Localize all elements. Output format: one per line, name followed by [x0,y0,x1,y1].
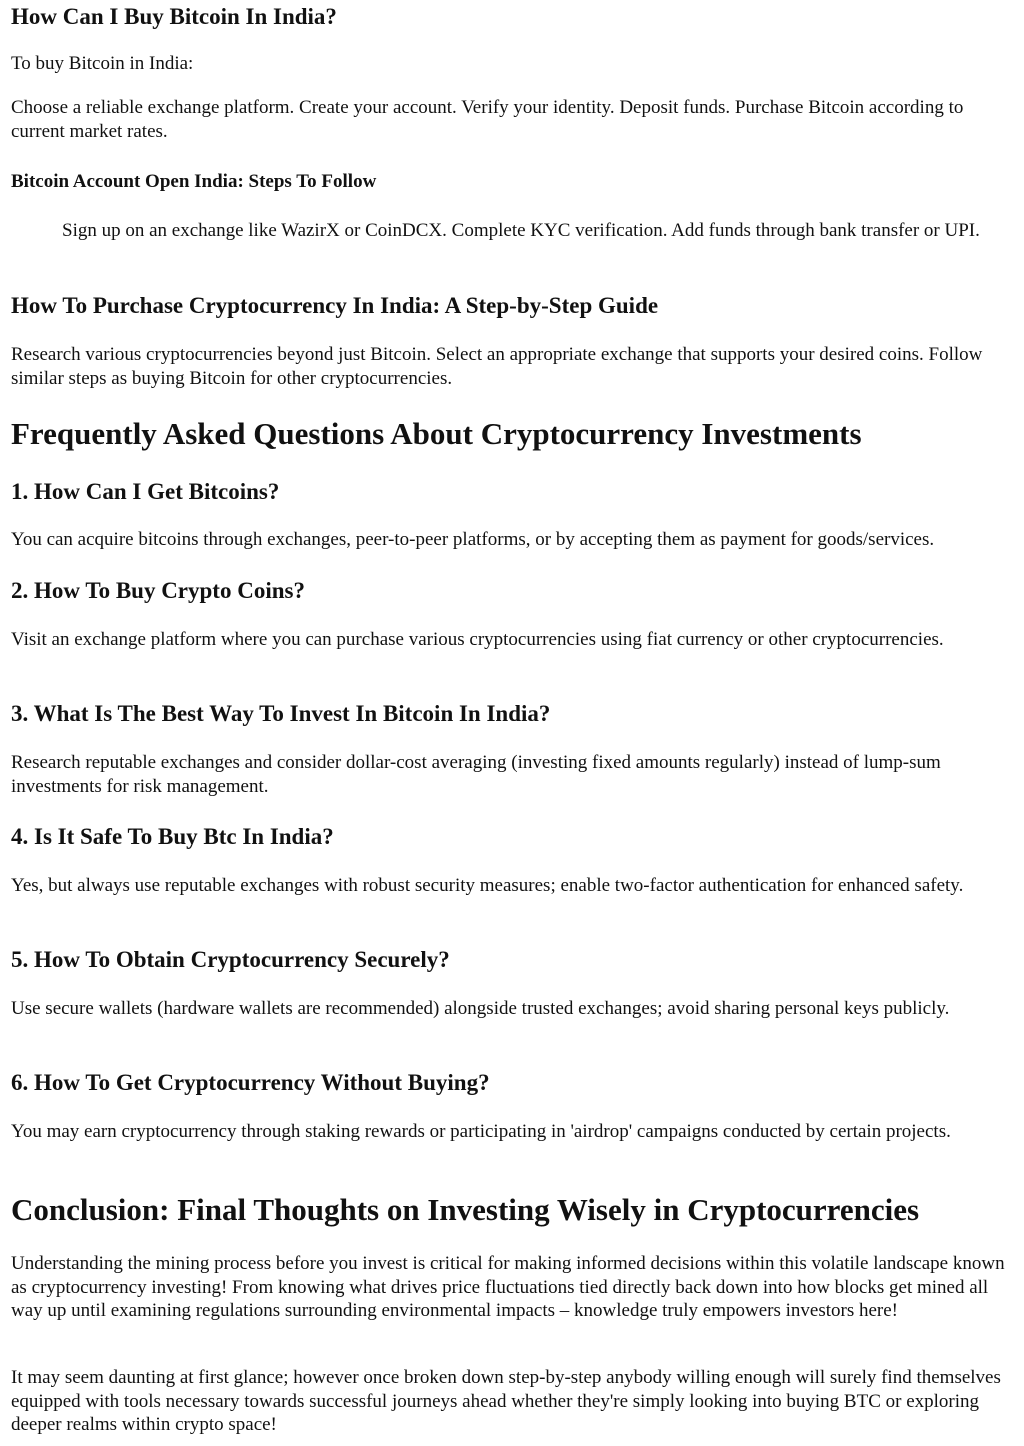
account-open-steps-quote: Sign up on an exchange like WazirX or CoinDCX. Complete KYC verification. Add funds through bank transfer or UPI. [62,220,980,241]
faq-question-5: 5. How To Obtain Cryptocurrency Securely? [11,947,450,972]
section-heading-purchase-guide: How To Purchase Cryptocurrency In India: A Step-by-Step Guide [11,293,659,318]
faq-answer-4: Yes, but always use reputable exchanges with robust security measures; enable two-factor authentication for enhanced safety. [11,875,964,896]
purchase-guide-body: Research various cryptocurrencies beyond just Bitcoin. Select an appropriate exchange that supports your desired coins. Follow similar steps as buying Bitcoin for other cryptocurrencies. [11,344,983,389]
faq-question-4: 4. Is It Safe To Buy Btc In India? [11,824,334,849]
section-heading-account-open: Bitcoin Account Open India: Steps To Follow [11,171,377,192]
section-steps-buy-bitcoin: Choose a reliable exchange platform. Create your account. Verify your identity. Deposit funds. Purchase Bitcoin according to current market rates. [11,97,964,142]
faq-title: Frequently Asked Questions About Cryptocurrency Investments [11,416,862,451]
faq-answer-2: Visit an exchange platform where you can purchase various cryptocurrencies using fiat currency or other cryptocurrencies. [11,629,944,650]
faq-question-2: 2. How To Buy Crypto Coins? [11,578,305,603]
faq-question-6: 6. How To Get Cryptocurrency Without Buying? [11,1070,490,1095]
faq-answer-1: You can acquire bitcoins through exchanges, peer-to-peer platforms, or by accepting them as payment for goods/services. [11,529,935,550]
faq-question-1: 1. How Can I Get Bitcoins? [11,479,280,504]
conclusion-title: Conclusion: Final Thoughts on Investing Wisely in Cryptocurrencies [11,1192,920,1227]
faq-answer-5: Use secure wallets (hardware wallets are recommended) alongside trusted exchanges; avoid sharing personal keys publicly. [11,998,950,1019]
faq-answer-3: Research reputable exchanges and consider dollar-cost averaging (investing fixed amounts regularly) instead of lump-sum investments for risk management. [11,752,941,797]
section-heading-buy-bitcoin: How Can I Buy Bitcoin In India? [11,4,337,29]
conclusion-paragraph-2: It may seem daunting at first glance; however once broken down step-by-step anybody willing enough will surely find themselves equipped with tools necessary towards successful journeys ahead whether they're simply looking into buying BTC or exploring deeper realms within crypto space! [11,1367,1001,1435]
section-intro-buy-bitcoin: To buy Bitcoin in India: [11,53,194,74]
faq-question-3: 3. What Is The Best Way To Invest In Bitcoin In India? [11,701,551,726]
conclusion-paragraph-1: Understanding the mining process before you invest is critical for making informed decisions within this volatile landscape known as cryptocurrency investing! From knowing what drives price fluctuations tied directly back down into how blocks get mined all way up until examining regulations surrounding environmental impacts – knowledge truly empowers investors here! [11,1253,1005,1321]
faq-answer-6: You may earn cryptocurrency through staking rewards or participating in 'airdrop' campaigns conducted by certain projects. [11,1121,951,1142]
